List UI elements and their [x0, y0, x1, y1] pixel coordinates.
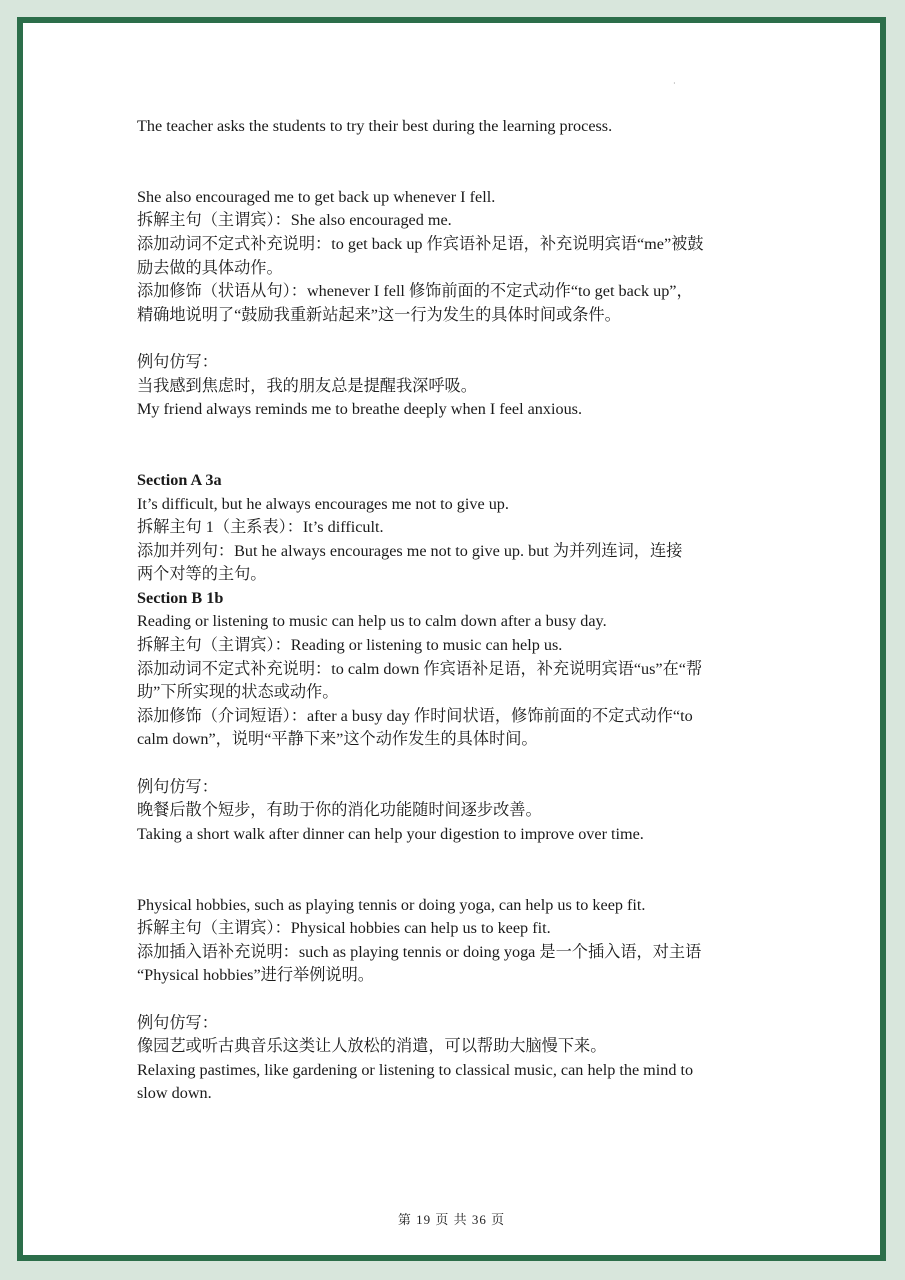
text-line: 两个对等的主句。	[137, 565, 267, 584]
text-line: 像园艺或听古典音乐这类让人放松的消遣，可以帮助大脑慢下来。	[137, 1037, 607, 1056]
text-line: Taking a short walk after dinner can help your digestion to improve over time.	[137, 824, 644, 843]
text-line: 当我感到焦虑时，我的朋友总是提醒我深呼吸。	[137, 376, 477, 395]
text-line: 例句仿写：	[137, 777, 218, 796]
text-line: It’s difficult, but he always encourages me not to give up.	[137, 494, 509, 513]
text-line: 拆解主句（主谓宾）：Reading or listening to music can help us.	[137, 636, 563, 655]
text-line: 添加并列句：But he always encourages me not to give up. but 为并列连词，连接	[137, 541, 683, 560]
text-line: Reading or listening to music can help us to calm down after a busy day.	[137, 612, 607, 631]
text-line: Relaxing pastimes, like gardening or listening to classical music, can help the mind to	[137, 1060, 694, 1079]
page-number-footer: 第 19 页 共 36 页	[397, 1212, 506, 1227]
text-line: 精确地说明了“鼓励我重新站起来”这一行为发生的具体时间或条件。	[137, 305, 621, 324]
text-line: 添加修饰（介词短语）：after a busy day 作时间状语，修饰前面的不定式动作“to	[137, 706, 693, 725]
text-line: 添加动词不定式补充说明：to get back up 作宾语补足语，补充说明宾语“me”被鼓	[137, 234, 704, 253]
text-line: The teacher asks the students to try their best during the learning process.	[137, 117, 613, 135]
text-line: 拆解主句 1（主系表）：It’s difficult.	[137, 518, 384, 537]
text-line: 拆解主句（主谓宾）：Physical hobbies can help us to keep fit.	[137, 919, 551, 938]
text-line: 拆解主句（主谓宾）：She also encouraged me.	[137, 211, 452, 230]
text-line: 添加修饰（状语从句）：whenever I fell 修饰前面的不定式动作“to get back up”，	[137, 282, 693, 301]
text-line: 励去做的具体动作。	[137, 258, 283, 277]
text-line: calm down”，说明“平静下来”这个动作发生的具体时间。	[137, 730, 538, 749]
text-line: 添加动词不定式补充说明：to calm down 作宾语补足语，补充说明宾语“us”在“帮	[137, 659, 703, 678]
section-heading: Section B 1b	[137, 588, 224, 607]
text-line: 例句仿写：	[137, 1013, 218, 1032]
document-body	[137, 115, 777, 1106]
text-line: 晚餐后散个短步，有助于你的消化功能随时间逐步改善。	[137, 801, 542, 820]
text-line: 例句仿写：	[137, 352, 218, 371]
text-line: slow down.	[137, 1084, 212, 1103]
page-mark: ·	[673, 79, 676, 88]
text-line: My friend always reminds me to breathe deeply when I feel anxious.	[137, 400, 583, 419]
text-line: Physical hobbies, such as playing tennis or doing yoga, can help us to keep fit.	[137, 895, 646, 914]
section-heading: Section A 3a	[137, 470, 222, 489]
text-line: She also encouraged me to get back up whenever I fell.	[137, 187, 496, 206]
page-frame	[17, 17, 886, 1261]
text-line: 添加插入语补充说明：such as playing tennis or doing yoga 是一个插入语，对主语	[137, 942, 702, 961]
text-line: 助”下所实现的状态或动作。	[137, 683, 339, 702]
text-line: “Physical hobbies”进行举例说明。	[137, 966, 374, 985]
